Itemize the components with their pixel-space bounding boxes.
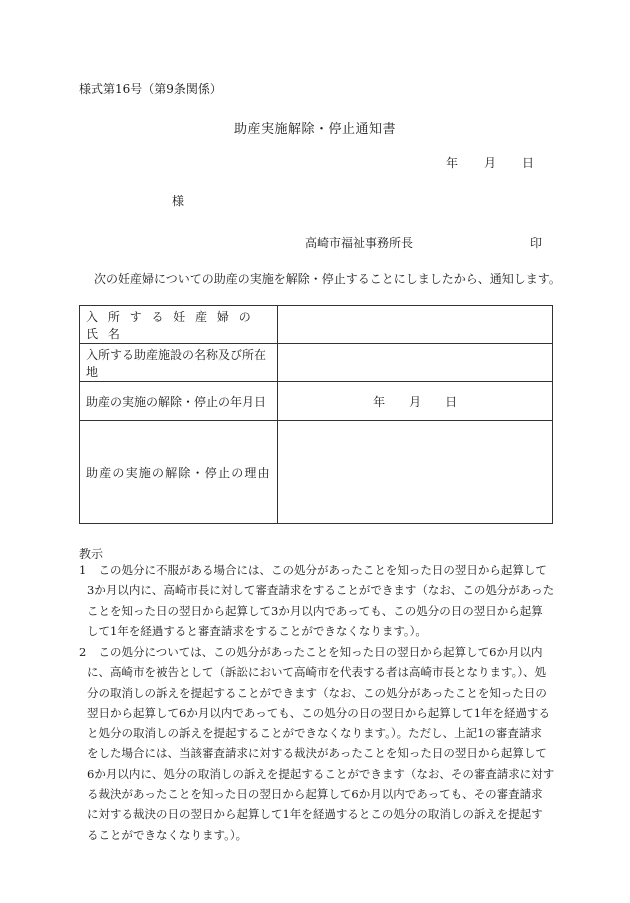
notice-line: 3か月以内に、高崎市長に対して審査請求をすることができます（なお、この処分があった (87, 583, 555, 598)
notice-line: と処分の取消しの訴えを提起することができなくなります。）。ただし、上記1の審査請求 (87, 726, 542, 741)
facility-name-address-label: 入所する助産施設の名称及び所在地 (80, 344, 278, 382)
table-row (80, 421, 553, 524)
notice-line: 翌日から起算して6か月以内であっても、この処分の日の翌日から起算して1年を経過する (87, 705, 551, 720)
notice-line: して1年を経過すると審査請求をすることができなくなります。）。 (87, 623, 427, 638)
notice-item-1 (79, 560, 553, 641)
facility-name-address-field[interactable] (278, 344, 553, 382)
notice-line: 6か月以内に、処分の取消しの訴えを提起することができます（なお、その審査請求に対す (87, 766, 555, 781)
notice-line: この処分については、この処分があったことを知った日の翌日から起算して6か月以内 (87, 645, 543, 659)
cancellation-reason-field[interactable] (278, 421, 553, 524)
notice-item-number: 1 (79, 563, 87, 577)
pregnant-woman-name-field[interactable] (278, 306, 553, 344)
notice-line: ることができなくなります。）。 (87, 827, 248, 842)
issuer-name: 高崎市福祉事務所長 (305, 236, 414, 250)
notice-item-2 (79, 642, 553, 845)
notice-line: 分の取消しの訴えを提起することができます（なお、この処分があったことを知った日の (87, 685, 547, 700)
date-day-label: 日 (522, 156, 535, 170)
notice-line: ことを知った日の翌日から起算して3か月以内であっても、この処分の日の翌日から起算 (87, 603, 543, 618)
cancellation-reason-label: 助産の実施の解除・停止の理由 (80, 421, 278, 524)
notice-line: に、高崎市を被告として（訴訟において高崎市を代表する者は高崎市長となります。）、処 (87, 665, 547, 680)
notice-line: に対する裁決の日の翌日から起算して1年を経過するとこの処分の取消しの訴えを提起す (87, 807, 543, 822)
date-year-label: 年 (446, 156, 459, 170)
table-row (80, 344, 553, 382)
issue-date (446, 154, 534, 171)
notice-heading: 教示 (79, 547, 104, 561)
form-number: 様式第16号（第9条関係） (79, 82, 222, 96)
notice-line: この処分に不服がある場合には、この処分があったことを知った日の翌日から起算して (87, 563, 547, 577)
table-row (80, 382, 553, 421)
intro-text: 次の妊産婦についての助産の実施を解除・停止することにしましたから、通知します。 (94, 272, 561, 286)
pregnant-woman-name-label: 入 所 す る 妊 産 婦 の 氏 名 (80, 306, 278, 344)
cancellation-date-field[interactable]: 年 月 日 (278, 382, 553, 421)
table-row (80, 306, 553, 344)
notice-item-number: 2 (79, 645, 87, 659)
seal-mark: 印 (530, 236, 543, 250)
cancellation-date-label: 助産の実施の解除・停止の年月日 (80, 382, 278, 421)
document-title: 助産実施解除・停止通知書 (233, 122, 396, 137)
info-table (79, 305, 553, 524)
date-month-label: 月 (484, 156, 497, 170)
addressee-suffix: 様 (172, 194, 185, 208)
notice-line: をした場合には、当該審査請求に対する裁決があったことを知った日の翌日から起算して (87, 746, 547, 761)
notice-line: る裁決があったことを知った日の翌日から起算して6か月以内であっても、その審査請求 (87, 787, 543, 802)
